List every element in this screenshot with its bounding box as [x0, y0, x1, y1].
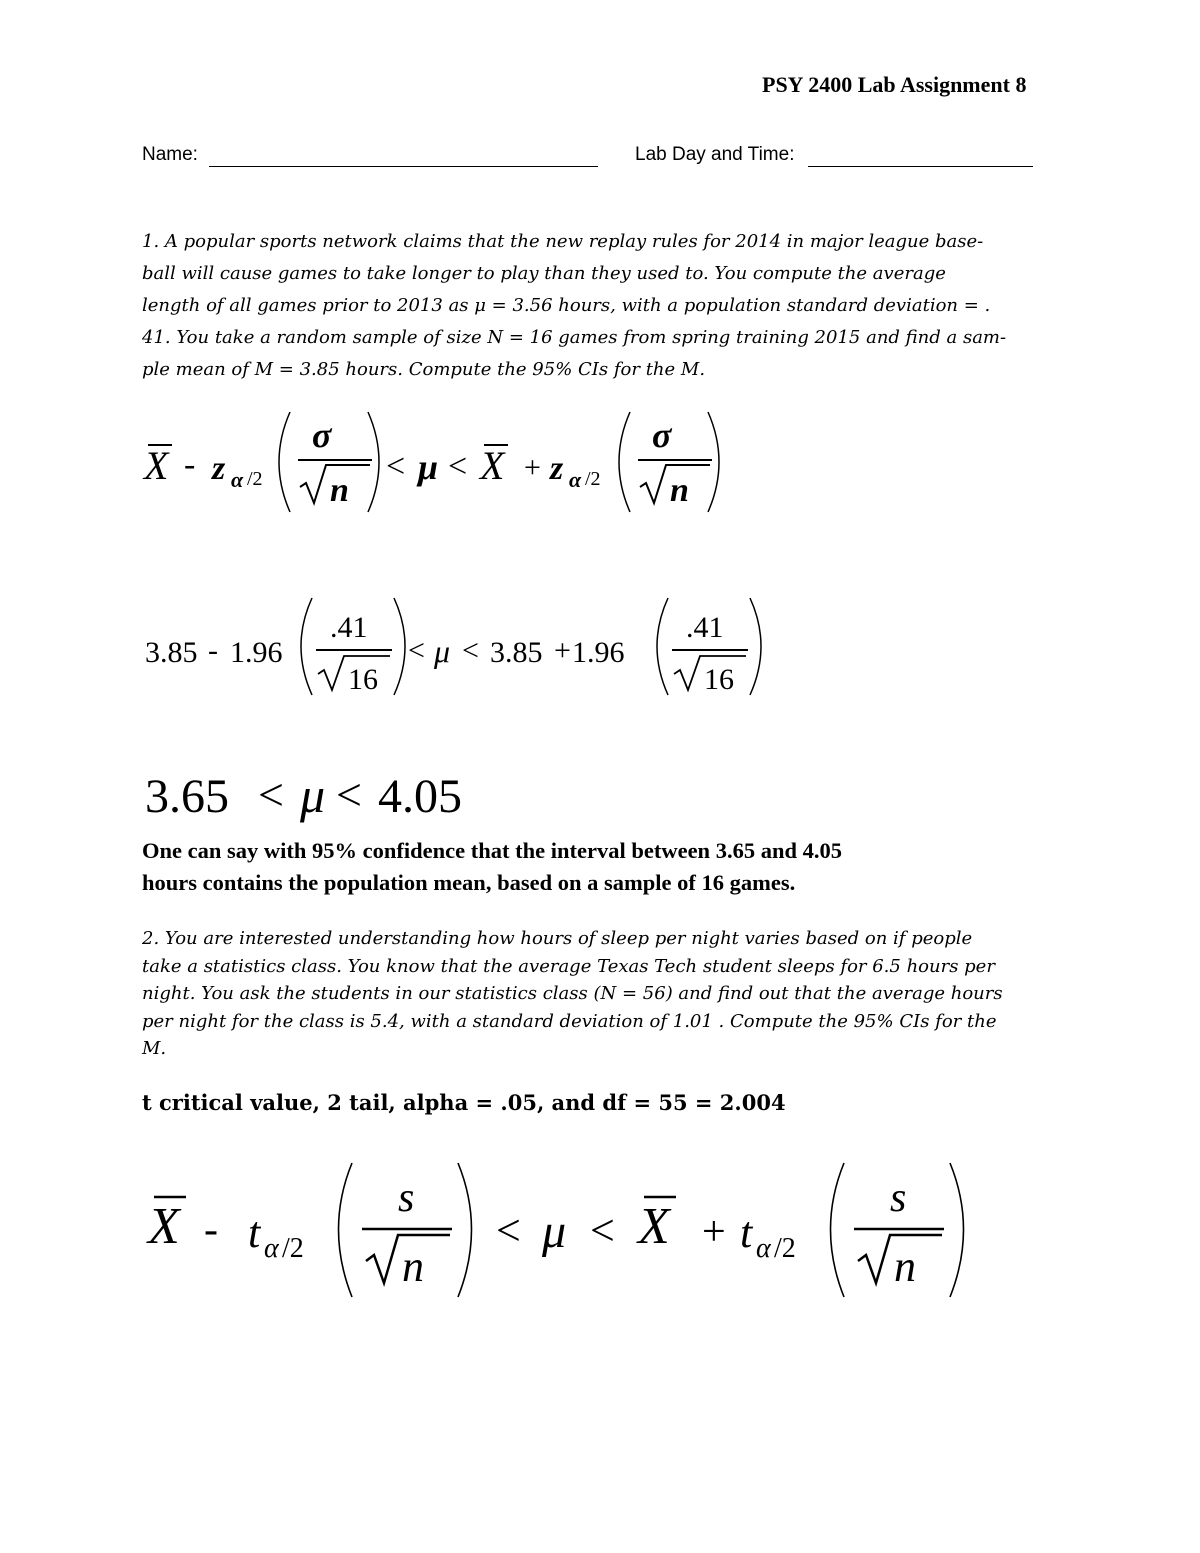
svg-text:X: X: [148, 1198, 180, 1255]
worked-example-formula: [140, 592, 770, 702]
svg-text:n: n: [402, 1242, 424, 1291]
confidence-interval-result: [140, 760, 520, 830]
svg-text:-: -: [184, 446, 196, 483]
t-critical-value: t critical value, 2 tail, alpha = .05, and df = 55 = 2.004: [142, 1090, 786, 1115]
svg-text:<: <: [448, 448, 468, 485]
svg-text:<: <: [496, 1206, 521, 1255]
svg-text:n: n: [330, 472, 349, 509]
svg-text:X: X: [638, 1198, 670, 1255]
svg-text:t: t: [248, 1208, 261, 1257]
svg-text:.41: .41: [330, 611, 368, 644]
question-1-line: 1. A popular sports network claims that the new replay rules for 2014 in major league base-: [142, 231, 984, 252]
svg-text:16: 16: [704, 663, 734, 696]
svg-text:3.65: 3.65: [145, 770, 229, 823]
question-2-line: M.: [142, 1038, 167, 1059]
question-2-line: take a statistics class. You know that the average Texas Tech student sleeps for 6.5 hours per: [142, 955, 995, 977]
svg-text:<: <: [590, 1206, 615, 1255]
svg-text:σ: σ: [312, 415, 332, 455]
lab-day-time-field[interactable]: [808, 166, 1033, 167]
svg-text:<: <: [462, 634, 479, 667]
question-1-line: ball will cause games to take longer to play than they used to. You compute the average: [142, 263, 946, 284]
question-1-line: length of all games prior to 2013 as μ = 3.56 hours, with a population standard deviation = .: [142, 295, 991, 316]
svg-text:1.96: 1.96: [230, 636, 283, 669]
svg-text:α: α: [569, 467, 582, 492]
svg-text:-: -: [208, 634, 218, 667]
svg-text:t: t: [740, 1208, 753, 1257]
svg-text:s: s: [890, 1175, 907, 1221]
svg-text:s: s: [398, 1175, 415, 1221]
svg-text:3.85: 3.85: [145, 636, 198, 669]
svg-text:1.96: 1.96: [572, 636, 625, 669]
svg-text:μ: μ: [434, 633, 451, 669]
svg-text:+: +: [702, 1209, 726, 1255]
svg-text:+: +: [524, 451, 541, 484]
svg-text:σ: σ: [652, 415, 672, 455]
svg-text:/2: /2: [774, 1233, 796, 1264]
z-confidence-interval-formula: [140, 405, 740, 520]
svg-text:-: -: [204, 1207, 218, 1253]
lab-day-time-label: Lab Day and Time:: [635, 144, 795, 165]
svg-text:3.85: 3.85: [490, 636, 543, 669]
svg-text:/2: /2: [247, 468, 263, 490]
svg-text:α: α: [756, 1233, 771, 1264]
svg-text:.41: .41: [686, 611, 724, 644]
question-2: [142, 925, 1082, 1063]
svg-text:/2: /2: [585, 468, 601, 490]
svg-text:<: <: [386, 448, 406, 485]
question-2-line: 2. You are interested understanding how hours of sleep per night varies based on if people: [142, 928, 973, 949]
svg-text:z: z: [212, 450, 226, 487]
svg-text:μ: μ: [418, 447, 439, 487]
svg-text:<: <: [408, 634, 425, 667]
answer-1-line: hours contains the population mean, based on a sample of 16 games.: [142, 870, 796, 895]
question-2-line: per night for the class is 5.4, with a standard deviation of 1.01 . Compute the 95% CIs for the: [142, 1010, 997, 1032]
question-2-line: night. You ask the students in our statistics class (N = 56) and find out that the average hours: [142, 983, 1003, 1004]
svg-text:4.05: 4.05: [378, 770, 462, 823]
svg-text:16: 16: [348, 663, 378, 696]
name-field[interactable]: [209, 166, 598, 167]
page-title: PSY 2400 Lab Assignment 8: [762, 72, 1027, 97]
svg-text:/2: /2: [282, 1233, 304, 1264]
question-1-line: 41. You take a random sample of size N = 16 games from spring training 2015 and find a sam-: [142, 327, 1007, 348]
svg-text:α: α: [231, 467, 244, 492]
svg-text:α: α: [264, 1233, 279, 1264]
t-confidence-interval-formula: [140, 1155, 990, 1305]
svg-text:μ: μ: [542, 1205, 567, 1258]
question-1-line: ple mean of M = 3.85 hours. Compute the 95% CIs for the M.: [142, 359, 706, 380]
svg-text:X: X: [480, 443, 505, 488]
svg-text:μ: μ: [300, 767, 326, 823]
name-label: Name:: [142, 144, 198, 165]
question-1: [142, 226, 1082, 386]
svg-text:n: n: [670, 472, 689, 509]
svg-text:z: z: [550, 450, 564, 487]
answer-1: [142, 835, 1062, 899]
svg-text:<: <: [336, 769, 362, 820]
svg-text:n: n: [894, 1242, 916, 1291]
answer-1-line: One can say with 95% confidence that the interval between 3.65 and 4.05: [142, 838, 842, 863]
svg-text:+: +: [554, 634, 571, 667]
svg-text:<: <: [258, 769, 284, 820]
svg-text:X: X: [144, 443, 169, 488]
